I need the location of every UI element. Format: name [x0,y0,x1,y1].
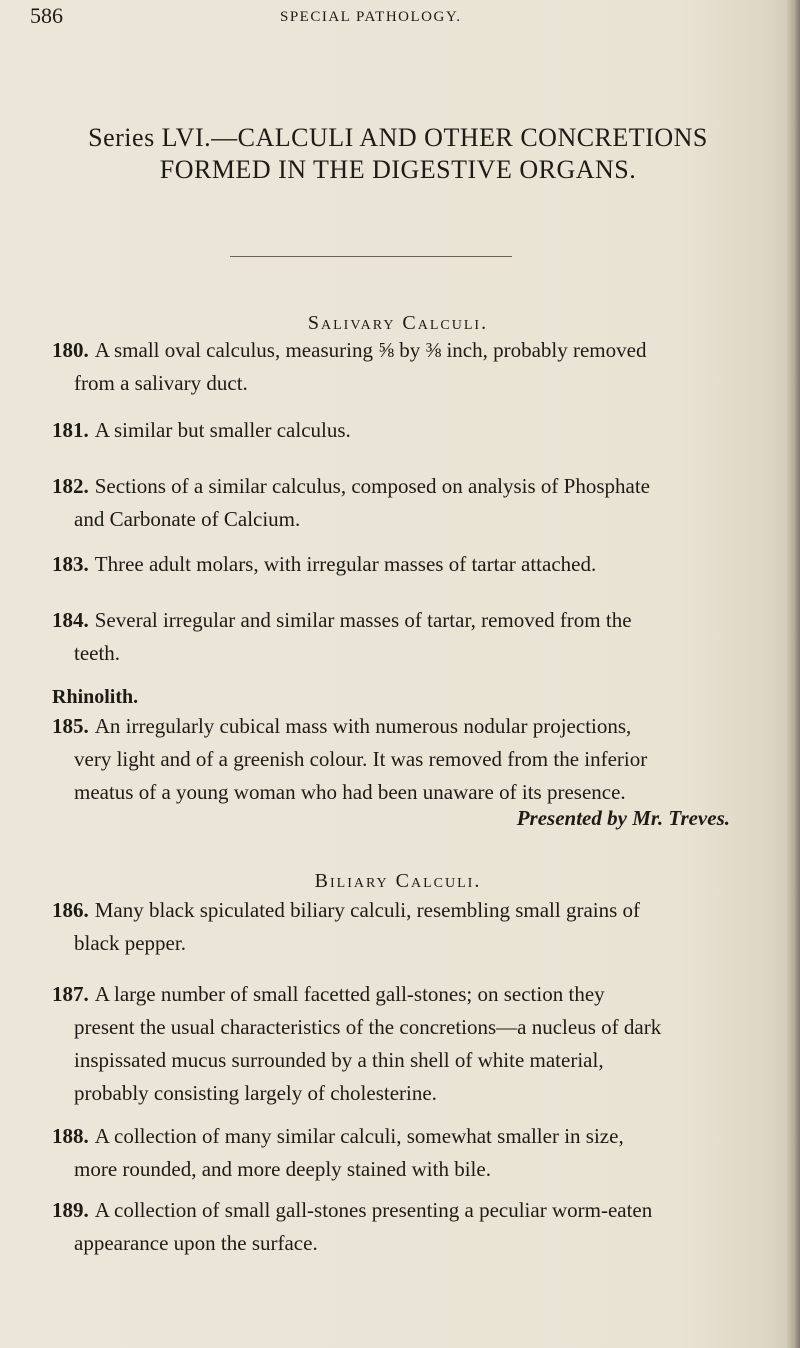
entry-text: A collection of small gall-stones presenting a peculiar worm-eaten [94,1198,653,1222]
section-heading-biliary: Biliary Calculi. [314,870,482,892]
entry-182 [52,470,752,536]
entry-text: A small oval calculus, measuring ⅝ by ⅜ inch, probably removed [94,338,647,362]
entry-number: 185. [52,714,89,738]
entry-text: Many black spiculated biliary calculi, resembling small grains of [94,898,641,922]
entry-number: 188. [52,1124,89,1148]
entry-183 [52,548,752,581]
entry-text: Sections of a similar calculus, composed on analysis of Phosphate [94,474,650,498]
entry-text: An irregularly cubical mass with numerous nodular projections, [94,714,632,738]
series-title [48,122,748,186]
entry-186 [52,894,752,960]
entry-text: appearance upon the surface. [74,1231,318,1255]
series-title-line-2: FORMED IN THE DIGESTIVE ORGANS. [159,155,637,184]
entry-text: and Carbonate of Calcium. [74,507,301,531]
entry-text: A collection of many similar calculi, somewhat smaller in size, [94,1124,624,1148]
entry-number: 189. [52,1198,89,1222]
entry-text: inspissated mucus surrounded by a thin shell of white material, [74,1048,604,1072]
divider-rule [230,256,512,257]
entry-text: meatus of a young woman who had been unaware of its presence. [74,780,626,804]
entry-189 [52,1194,752,1260]
page-edge-shadow [786,0,800,1348]
entry-number: 181. [52,418,89,442]
entry-text: teeth. [74,641,121,665]
entry-number: 182. [52,474,89,498]
section-heading-rhinolith: Rhinolith. [52,686,139,708]
entry-181 [52,414,752,447]
running-title: SPECIAL PATHOLOGY. [280,9,462,25]
entry-text: A large number of small facetted gall-stones; on section they [94,982,605,1006]
entry-text: more rounded, and more deeply stained with bile. [74,1157,491,1181]
entry-text: very light and of a greenish colour. It was removed from the inferior [74,747,648,771]
entry-180 [52,334,752,400]
entry-185 [52,710,752,809]
entry-text: black pepper. [74,931,186,955]
entry-number: 187. [52,982,89,1006]
page-number: 586 [30,3,63,28]
entry-187 [52,978,752,1110]
entry-text: Several irregular and similar masses of tartar, removed from the [94,608,632,632]
section-heading-salivary: Salivary Calculi. [307,312,489,334]
entry-text: from a salivary duct. [74,371,248,395]
page-header [30,3,760,33]
entry-text: present the usual characteristics of the concretions—a nucleus of dark [74,1015,662,1039]
entry-number: 183. [52,552,89,576]
entry-number: 184. [52,608,89,632]
series-title-line-1: Series LVI.—CALCULI AND OTHER CONCRETIONS [88,123,708,152]
entry-text: Three adult molars, with irregular masses of tartar attached. [94,552,597,576]
presented-by-credit: Presented by Mr. Treves. [516,806,730,830]
entry-text: A similar but smaller calculus. [94,418,351,442]
entry-number: 180. [52,338,89,362]
entry-188 [52,1120,752,1186]
entry-text: probably consisting largely of cholesterine. [74,1081,437,1105]
entry-184 [52,604,752,670]
entry-number: 186. [52,898,89,922]
